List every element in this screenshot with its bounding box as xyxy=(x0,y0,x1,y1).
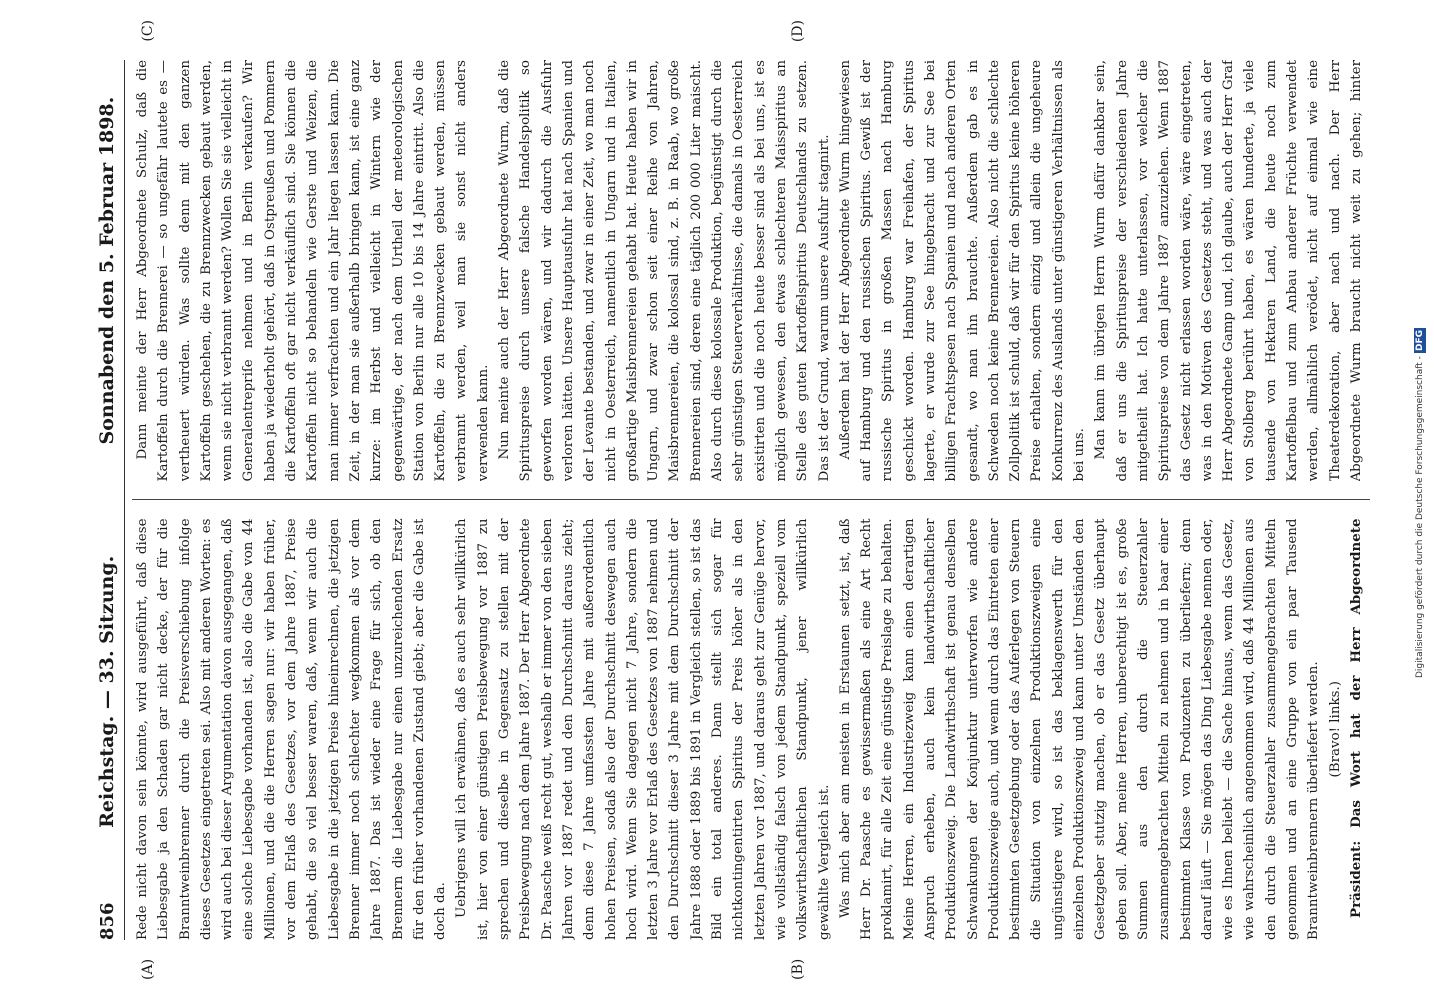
margin-mark-c: (C) xyxy=(140,20,156,42)
digitization-note xyxy=(1414,0,1432,1000)
speaker-paragraph: Präsident: Das Wort hat der Herr Abgeordnete xyxy=(1347,518,1364,918)
paragraph: Außerdem hat der Herr Abgeordnete Wurm hingewiesen auf Hamburg und den russischen Spiritus. Gewiß ist der russische Spiritus in großen Massen nach Hamburg geschickt worden. Hamburg war Freihafen, der Spiritus lagerte, er wurde zur See hingebracht und zur See bei billigen Frachtspesen nach Spanien und nach anderen Orten gesandt, wo man ihn brauchte. Außerdem gab es in Schweden noch keine Brennereien. Also nicht die schlechte Zollpolitik ist schuld, daß wir für den Spiritus keine höheren Preise erhalten, sondern einzig und allein die ungeheure Konkurrenz des Auslands unter günstigeren Verhältnissen als bei uns. xyxy=(837,60,1088,482)
document-page xyxy=(70,0,1390,1000)
page-header xyxy=(90,60,125,940)
paragraph: Rede nicht davon sein könnte, wird ausgeführt, daß diese Liebesgabe ja den Schaden gar nicht decke, der für die Branntweinbrenner durch die Preisverschiebung infolge dieses Gesetzes eingetreten sei. Also mit anderen Worten: es wird auch bei dieser Argumentation davon ausgegangen, daß eine solche Liebesgabe vorhanden ist, also die Gabe von 44 Millionen, und die die Herren sagen nur: wir haben früher, vor dem Erlaß des Gesetzes, vor dem Jahre 1887, Preise gehabt, die so viel besser waren, daß, wenn wir auch die Liebesgabe in die jetzigen Preise hineinrechnen, die jetzigen Brenner immer noch schlechter wegkommen als vor dem Jahre 1887. Das ist wieder eine Frage für sich, ob den Brennern die Liebesgabe nur einen unzureichenden Ersatz für den früher vorhandenen Zustand giebt; aber die Gabe ist doch da. xyxy=(135,518,449,940)
paragraph: Dann meinte der Herr Abgeordnete Schulz, daß die Kartoffeln durch die Brennerei — so ungefähr lautete es — vertheuert würden. Was sollte denn mit den ganzen Kartoffeln geschehen, die zu Brennzwecken gebaut werden, wenn sie nicht verbrannt werden? Wollen Sie sie vielleicht in Generalentrepriſe nehmen und in Berlin verkaufen? Wir haben ja wiederholt gehört, daß in Ostpreußen und Pommern die Kartoffeln oft gar nicht verkäuflich sind. Sie können die Kartoffeln nicht so behandeln wie Gerste und Weizen, die man immer verfrachten und ein Jahr liegen lassen kann. Die Zeit, in der man sie außerhalb bringen kann, ist eine ganz kurze: im Herbst und vielleicht in Wintern wie der gegenwärtige, der nach dem Urtheil der meteorologischen Station von Berlin nur alle 10 bis 14 Jahre eintritt. Also die Kartoffeln, die zu Brennzwecken gebaut werden, müssen verbrannt werden, weil man sie sonst nicht anders verwenden kann. xyxy=(135,60,491,482)
column-divider xyxy=(132,500,1370,501)
right-column xyxy=(132,60,1370,482)
margin-mark-d: (D) xyxy=(790,20,806,43)
paragraph: Was mich aber am meisten in Erstaunen setzt, ist, daß Herr Dr. Paasche es gewissermaßen als eine Art Recht proklamirt, für alle Zeit eine günstige Preislage zu behalten. Meine Herren, ein Industriezweig kann einen derartigen Anspruch erheben, auch kein landwirthschaftlicher Produktionszweig. Die Landwirthschaft ist genau denselben Schwankungen der Konjunktur unterworfen wie andere Produktionszweige auch, und wenn durch das Eintreten einer bestimmten Gesetzgebung oder das Auferlegen von Steuern die Situation von einzelnen Produktionszweigen eine ungünstigere wird, so ist das beklagenswerth für den einzelnen Produktionszweig und kann unter Umständen den Gesetzgeber stutzig machen, ob er das Gesetz überhaupt geben soll. Aber, meine Herren, unberechtigt ist es, große Summen aus den durch die Steuerzahler zusammengebrachten Mitteln zu nehmen und in baar einer bestimmten Klasse von Produzenten zu überliefern; denn darauf läuft — Sie mögen das Ding Liebesgabe nennen oder, wie es Ihnen beliebt — die Sache hinaus, wenn das Gesetz, wie wahrscheinlich angenommen wird, daß 44 Millionen aus den durch die Steuerzahler zusammengebrachten Mitteln genommen und an eine Gruppe von ein paar Tausend Branntweinbrennern überliefert werden. xyxy=(837,518,1322,940)
margin-mark-b: (B) xyxy=(790,958,806,980)
header-right-title: Sonnabend den 5. Februar 1898. xyxy=(96,96,118,445)
paragraph: Uebrigens will ich erwähnen, daß es auch sehr willkürlich ist, hier von einer günstigen Preisbewegung vor 1887 zu sprechen und dieselbe in Gegensatz zu stellen mit der Preisbewegung nach dem Jahre 1887. Der Herr Abgeordnete Dr. Paasche weiß recht gut, weshalb er immer von den sieben Jahren vor 1887 redet und den Durchschnitt daraus zieht; denn diese 7 Jahre umfassten Jahre mit außerordentlich hohen Preisen, sodaß also der Durchschnitt deswegen auch hoch wird. Wenn Sie dagegen nicht 7 Jahre, sondern die letzten 3 Jahre vor Erlaß des Gesetzes von 1887 nehmen und den Durchschnitt dieser 3 Jahre mit dem Durchschnitt der Jahre 1888 oder 1889 bis 1891 in Vergleich stellen, so ist das Bild ein total anderes. Dann stellt sich sogar für nichtkontingentirten Spiritus der Preis höher als in den letzten Jahren vor 1887, und daraus geht zur Genüge hervor, wie vollständig falsch von jedem Standpunkt, speziell vom volkswirthschaftlichen Standpunkt, jener willkürlich gewählte Vergleich ist. xyxy=(454,518,832,940)
dfg-logo: DFG xyxy=(1415,330,1425,352)
applause-note: (Bravo! links.) xyxy=(1327,681,1343,778)
header-left-title: Reichstag. — 33. Sitzung. xyxy=(96,555,118,828)
left-column xyxy=(132,519,1370,941)
margin-mark-a: (A) xyxy=(140,958,156,980)
text-columns xyxy=(132,60,1370,940)
paragraph: Nun meinte auch der Herr Abgeordnete Wurm, daß die Spirituspreise durch unsere falsche Handelspolitik so geworfen worden wären, und wir dadurch die Ausfuhr verloren hätten. Unsere Hauptausfuhr hat nach Spanien und der Levante bestanden, und zwar in einer Zeit, wo man noch nicht in Oesterreich, namentlich in Ungarn und in Italien, großartige Maisbrennereien gehabt hat. Heute haben wir in Ungarn, und zwar schon seit einer Reihe von Jahren, Maisbrennereien, die kolossal sind, z. B. in Raab, wo große Brennereien sind, deren eine täglich 200 000 Liter maischt. Also durch diese kolossale Produktion, begünstigt durch die sehr günstigen Steuerverhältnisse, die damals in Oesterreich existirten und die noch heute besser sind als bei uns, ist es möglich gewesen, den etwas schlechteren Maisspiritus an Stelle des guten Kartoffelspiritus Deutschlands zu setzen. Das ist der Grund, warum unsere Ausfuhr stagnirt. xyxy=(497,60,832,482)
digitization-text: Digitalisierung gefördert durch die Deutsche Forschungsgemeinschaft - xyxy=(1415,356,1425,678)
paragraph: Man kann im übrigen Herrn Wurm dafür dankbar sein, daß er uns die Spirituspreise der verschiedenen Jahre mitgetheilt hat. Ich hatte unterlassen, vor welcher die Spirituspreise von dem Jahre 1887 anzuziehen. Wenn 1887 das Gesetz nicht erlassen worden wäre, wäre eingetreten, was in den Motiven des Gesetzes steht, und was auch der Herr Abgeordnete Gamp und, ich glaube, auch der Herr Graf von Stolberg berührt haben, es wären hunderte, ja viele tausende von Hektaren Land, die heute noch zum Kartoffelbau und zum Anbau anderer Früchte verwendet werden, allmählich verödet, nicht auf einmal wie eine Theaterdekoration, aber nach und nach. Der Herr Abgeordnete Wurm braucht nicht weit zu gehen; hinter xyxy=(1093,60,1364,482)
page-number: 856 xyxy=(96,902,118,940)
